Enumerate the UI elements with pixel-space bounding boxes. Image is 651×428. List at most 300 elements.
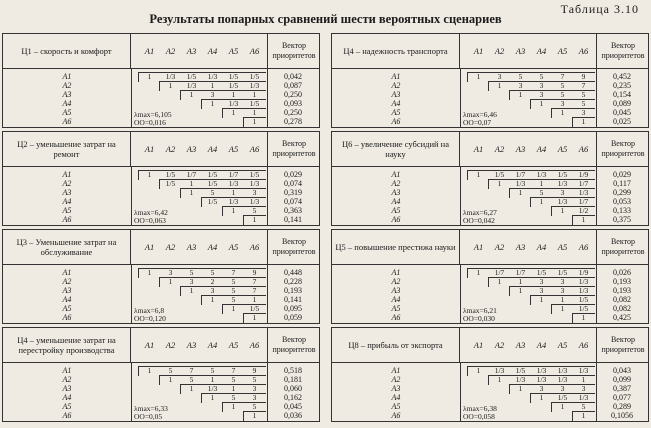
matrix-cell: 1/3 bbox=[536, 375, 547, 384]
row-label: A5 bbox=[62, 304, 72, 313]
matrix-cell: 3 bbox=[539, 90, 544, 99]
table-number: Таблица 3.10 bbox=[560, 2, 639, 16]
column-header: A3 bbox=[515, 242, 526, 252]
matrix-cell: 1/3 bbox=[249, 197, 260, 206]
matrix-cell: 5 bbox=[252, 206, 257, 215]
matrix-cell: 1/3 bbox=[578, 188, 589, 197]
matrix-cell: 1/7 bbox=[578, 179, 589, 188]
matrix-cell: 1/5 bbox=[228, 81, 239, 90]
matrix-cell: 3 bbox=[560, 99, 565, 108]
vector-header: Вектор приоритетов bbox=[267, 328, 320, 362]
matrix-cell: 7 bbox=[189, 366, 194, 375]
row-label: A5 bbox=[62, 206, 72, 215]
row-label: A3 bbox=[391, 286, 401, 295]
divider bbox=[460, 264, 461, 323]
matrix-cell: 3 bbox=[560, 277, 565, 286]
criterion-label: Ц4 – надежность транспорта bbox=[332, 34, 460, 68]
matrix-cell: 1/9 bbox=[578, 170, 589, 179]
block-header bbox=[332, 328, 648, 363]
priority-value: 0,045 bbox=[284, 402, 302, 411]
column-header: A3 bbox=[186, 340, 197, 350]
lambda-max: λmax=6,27 bbox=[463, 208, 497, 217]
criterion-label: Ц3 – Уменьшение затрат на обслуживание bbox=[3, 230, 131, 264]
matrix-cell: 1 bbox=[518, 90, 523, 99]
matrix-cell: 1 bbox=[252, 117, 257, 126]
matrix-cell: 1 bbox=[210, 295, 215, 304]
matrix-cell: 5 bbox=[539, 188, 544, 197]
matrix-cell: 3 bbox=[252, 393, 257, 402]
matrix-cell: 3 bbox=[539, 286, 544, 295]
matrix-cell: 7 bbox=[231, 366, 236, 375]
comparison-block bbox=[2, 229, 320, 324]
matrix-cell: 5 bbox=[539, 72, 544, 81]
matrix-cell: 1/3 bbox=[228, 197, 239, 206]
priority-value: 0,363 bbox=[284, 206, 302, 215]
lambda-max: λmax=6,33 bbox=[134, 404, 168, 413]
row-label: A6 bbox=[391, 313, 401, 322]
row-label: A2 bbox=[62, 179, 72, 188]
matrix-cell: 5 bbox=[518, 72, 523, 81]
matrix-cell: 1 bbox=[252, 108, 257, 117]
matrix-cell: 1/3 bbox=[165, 72, 176, 81]
column-header: A6 bbox=[249, 46, 260, 56]
comparison-block bbox=[331, 327, 649, 422]
row-label: A3 bbox=[62, 286, 72, 295]
matrix-cell: 1/5 bbox=[249, 72, 260, 81]
matrix-cell: 1 bbox=[518, 277, 523, 286]
row-label: A6 bbox=[62, 215, 72, 224]
matrix-cell: 5 bbox=[168, 366, 173, 375]
column-header: A4 bbox=[536, 340, 547, 350]
matrix-cell: 1 bbox=[210, 99, 215, 108]
column-header: A6 bbox=[578, 242, 589, 252]
column-header: A4 bbox=[536, 46, 547, 56]
matrix-cell: 3 bbox=[560, 384, 565, 393]
matrix-cell: 1 bbox=[518, 286, 523, 295]
column-header: A1 bbox=[144, 242, 155, 252]
matrix-cell: 1 bbox=[189, 384, 194, 393]
column-header: A1 bbox=[473, 340, 484, 350]
matrix-cell: 5 bbox=[210, 188, 215, 197]
priority-value: 0,045 bbox=[613, 108, 631, 117]
matrix-cell: 1/3 bbox=[557, 375, 568, 384]
row-label: A5 bbox=[62, 402, 72, 411]
row-label: A1 bbox=[62, 170, 72, 179]
row-label: A1 bbox=[391, 72, 401, 81]
matrix-cell: 1/5 bbox=[557, 393, 568, 402]
column-header: A4 bbox=[207, 46, 218, 56]
matrix-cell: 5 bbox=[231, 277, 236, 286]
priority-value: 0,095 bbox=[284, 304, 302, 313]
priority-value: 0,141 bbox=[284, 215, 302, 224]
matrix-cell: 1 bbox=[231, 304, 236, 313]
column-header: A1 bbox=[473, 46, 484, 56]
matrix-cell: 1/3 bbox=[578, 366, 589, 375]
matrix-cell: 1 bbox=[476, 366, 481, 375]
matrix-cell: 1/3 bbox=[578, 393, 589, 402]
matrix-cell: 1 bbox=[560, 402, 565, 411]
column-header: A2 bbox=[165, 46, 176, 56]
consistency-ratio: ОО=0,063 bbox=[134, 216, 166, 225]
row-label: A2 bbox=[62, 375, 72, 384]
matrix-cell: 1 bbox=[189, 179, 194, 188]
priority-value: 0,053 bbox=[613, 197, 631, 206]
matrix-cell: 1/3 bbox=[228, 179, 239, 188]
matrix-cell: 1 bbox=[189, 90, 194, 99]
matrix-cell: 1/3 bbox=[515, 375, 526, 384]
priority-value: 0,278 bbox=[284, 117, 302, 126]
column-header: A5 bbox=[228, 242, 239, 252]
lambda-max: λmax=6,21 bbox=[463, 306, 497, 315]
comparison-block bbox=[331, 33, 649, 128]
priority-value: 0,319 bbox=[284, 188, 302, 197]
matrix-cell: 3 bbox=[168, 268, 173, 277]
matrix-cell: 1 bbox=[581, 375, 586, 384]
column-header: A2 bbox=[494, 144, 505, 154]
criterion-label: Ц2 – уменьшение затрат на ремонт bbox=[3, 132, 131, 166]
priority-value: 0,093 bbox=[284, 99, 302, 108]
priority-value: 0,518 bbox=[284, 366, 302, 375]
matrix-cell: 3 bbox=[252, 188, 257, 197]
matrix-cell: 1 bbox=[476, 268, 481, 277]
matrix-cell: 3 bbox=[210, 286, 215, 295]
divider bbox=[131, 68, 132, 127]
matrix-cell: 7 bbox=[252, 277, 257, 286]
priority-value: 0,375 bbox=[613, 215, 631, 224]
matrix-cell: 5 bbox=[581, 99, 586, 108]
matrix-cell: 1 bbox=[168, 81, 173, 90]
row-label: A5 bbox=[391, 108, 401, 117]
matrix-cell: 3 bbox=[518, 81, 523, 90]
matrix-cell: 1 bbox=[476, 170, 481, 179]
comparison-block bbox=[331, 229, 649, 324]
priority-value: 0,162 bbox=[284, 393, 302, 402]
matrix-cell: 1 bbox=[518, 188, 523, 197]
matrix-cell: 1/3 bbox=[536, 170, 547, 179]
divider bbox=[460, 68, 461, 127]
matrix-cell: 1/5 bbox=[207, 179, 218, 188]
row-label: A1 bbox=[62, 268, 72, 277]
column-header: A6 bbox=[578, 144, 589, 154]
matrix-cell: 1 bbox=[539, 393, 544, 402]
criterion-label: Ц8 – прибыль от экспорта bbox=[332, 328, 460, 362]
matrix-cell: 1/3 bbox=[249, 179, 260, 188]
consistency-ratio: ОО=0,058 bbox=[463, 412, 495, 421]
matrix-cell: 1/3 bbox=[578, 286, 589, 295]
matrix-cell: 1/5 bbox=[207, 170, 218, 179]
matrix-cell: 1 bbox=[539, 99, 544, 108]
priority-value: 0,250 bbox=[284, 108, 302, 117]
block-header bbox=[3, 328, 319, 363]
matrix-cell: 1/5 bbox=[557, 170, 568, 179]
priority-value: 0,043 bbox=[613, 366, 631, 375]
matrix-cell: 1 bbox=[497, 375, 502, 384]
priority-value: 0,082 bbox=[613, 304, 631, 313]
matrix-cell: 3 bbox=[581, 108, 586, 117]
row-label: A6 bbox=[62, 313, 72, 322]
matrix-cell: 5 bbox=[189, 268, 194, 277]
priority-value: 0,181 bbox=[284, 375, 302, 384]
matrix-cell: 1/3 bbox=[557, 366, 568, 375]
matrix-cell: 3 bbox=[560, 188, 565, 197]
column-header: A4 bbox=[536, 242, 547, 252]
row-label: A6 bbox=[391, 117, 401, 126]
comparison-block bbox=[331, 131, 649, 226]
vector-header: Вектор приоритетов bbox=[596, 328, 649, 362]
matrix-cell: 1/3 bbox=[186, 81, 197, 90]
vector-header: Вектор приоритетов bbox=[596, 34, 649, 68]
matrix-cell: 1 bbox=[231, 90, 236, 99]
block-header bbox=[332, 230, 648, 265]
priority-value: 0,193 bbox=[613, 286, 631, 295]
column-header: A2 bbox=[494, 340, 505, 350]
matrix-cell: 5 bbox=[231, 393, 236, 402]
priority-value: 0,087 bbox=[284, 81, 302, 90]
block-header bbox=[3, 34, 319, 69]
row-label: A6 bbox=[62, 411, 72, 420]
criterion-label: Ц4 – уменьшение затрат на перестройку производства bbox=[3, 328, 131, 362]
matrix-cell: 1 bbox=[497, 81, 502, 90]
matrix-cell: 1/5 bbox=[494, 170, 505, 179]
priority-value: 0,059 bbox=[284, 313, 302, 322]
priority-value: 0,193 bbox=[613, 277, 631, 286]
column-header: A5 bbox=[557, 46, 568, 56]
row-label: A2 bbox=[391, 81, 401, 90]
lambda-max: λmax=6,105 bbox=[134, 110, 172, 119]
consistency-ratio: ОО=0,030 bbox=[463, 314, 495, 323]
matrix-cell: 1/5 bbox=[557, 268, 568, 277]
matrix-cell: 3 bbox=[539, 81, 544, 90]
matrix-cell: 1 bbox=[168, 375, 173, 384]
matrix-cell: 1 bbox=[231, 402, 236, 411]
matrix-cell: 1/5 bbox=[207, 197, 218, 206]
criterion-label: Ц1 – скорость и комфорт bbox=[3, 34, 131, 68]
matrix-cell: 1 bbox=[231, 206, 236, 215]
matrix-cell: 1 bbox=[518, 384, 523, 393]
matrix-cell: 1 bbox=[539, 197, 544, 206]
row-label: A3 bbox=[391, 188, 401, 197]
column-header: A1 bbox=[144, 46, 155, 56]
row-label: A4 bbox=[391, 295, 401, 304]
matrix-cell: 7 bbox=[231, 268, 236, 277]
row-label: A4 bbox=[391, 393, 401, 402]
matrix-cell: 1 bbox=[147, 72, 152, 81]
divider bbox=[131, 362, 132, 421]
priority-value: 0,077 bbox=[613, 393, 631, 402]
column-header: A3 bbox=[186, 242, 197, 252]
priority-value: 0,099 bbox=[613, 375, 631, 384]
priority-value: 0,074 bbox=[284, 179, 302, 188]
matrix-cell: 1/5 bbox=[165, 170, 176, 179]
priority-value: 0,042 bbox=[284, 72, 302, 81]
priority-value: 0,1056 bbox=[611, 411, 633, 420]
matrix-cell: 1/3 bbox=[536, 366, 547, 375]
matrix-cell: 5 bbox=[252, 375, 257, 384]
row-label: A4 bbox=[62, 197, 72, 206]
vector-header: Вектор приоритетов bbox=[267, 132, 320, 166]
matrix-cell: 3 bbox=[539, 277, 544, 286]
vector-header: Вектор приоритетов bbox=[596, 132, 649, 166]
matrix-cell: 1/5 bbox=[249, 99, 260, 108]
matrix-cell: 1/3 bbox=[207, 384, 218, 393]
matrix-cell: 1/5 bbox=[165, 179, 176, 188]
priority-value: 0,289 bbox=[613, 402, 631, 411]
priority-value: 0,452 bbox=[613, 72, 631, 81]
comparison-block bbox=[2, 131, 320, 226]
row-label: A4 bbox=[62, 393, 72, 402]
column-header: A5 bbox=[557, 242, 568, 252]
matrix-cell: 1 bbox=[560, 304, 565, 313]
column-header: A3 bbox=[515, 340, 526, 350]
matrix-cell: 1/7 bbox=[515, 268, 526, 277]
matrix-cell: 9 bbox=[252, 366, 257, 375]
block-header bbox=[3, 230, 319, 265]
column-header: A2 bbox=[494, 242, 505, 252]
matrix-cell: 1 bbox=[560, 108, 565, 117]
row-label: A2 bbox=[391, 179, 401, 188]
row-label: A2 bbox=[62, 81, 72, 90]
matrix-cell: 1 bbox=[231, 188, 236, 197]
matrix-cell: 1/5 bbox=[578, 295, 589, 304]
row-label: A6 bbox=[391, 411, 401, 420]
matrix-cell: 1/7 bbox=[186, 170, 197, 179]
priority-value: 0,235 bbox=[613, 81, 631, 90]
column-header: A2 bbox=[165, 144, 176, 154]
matrix-cell: 5 bbox=[210, 366, 215, 375]
priority-value: 0,036 bbox=[284, 411, 302, 420]
priority-value: 0,228 bbox=[284, 277, 302, 286]
matrix-cell: 5 bbox=[581, 90, 586, 99]
priority-value: 0,299 bbox=[613, 188, 631, 197]
matrix-cell: 1/7 bbox=[494, 268, 505, 277]
column-header: A2 bbox=[165, 242, 176, 252]
column-header: A1 bbox=[144, 340, 155, 350]
priority-value: 0,025 bbox=[613, 117, 631, 126]
matrix-cell: 5 bbox=[231, 286, 236, 295]
criterion-label: Ц6 – увеличение субсидий на науку bbox=[332, 132, 460, 166]
matrix-cell: 1 bbox=[210, 81, 215, 90]
matrix-cell: 1 bbox=[252, 313, 257, 322]
row-label: A2 bbox=[391, 277, 401, 286]
block-header bbox=[332, 132, 648, 167]
divider bbox=[460, 166, 461, 225]
matrix-cell: 1/3 bbox=[207, 72, 218, 81]
row-label: A1 bbox=[391, 366, 401, 375]
row-label: A4 bbox=[62, 99, 72, 108]
priority-value: 0,026 bbox=[613, 268, 631, 277]
row-label: A1 bbox=[62, 72, 72, 81]
matrix-cell: 1/3 bbox=[557, 197, 568, 206]
column-header: A5 bbox=[557, 340, 568, 350]
matrix-cell: 5 bbox=[560, 81, 565, 90]
consistency-ratio: ОО=0,042 bbox=[463, 216, 495, 225]
matrix-cell: 1/5 bbox=[249, 304, 260, 313]
column-header: A6 bbox=[249, 242, 260, 252]
row-label: A2 bbox=[62, 277, 72, 286]
matrix-cell: 5 bbox=[189, 375, 194, 384]
column-header: A2 bbox=[494, 46, 505, 56]
matrix-cell: 1 bbox=[231, 108, 236, 117]
row-label: A4 bbox=[391, 197, 401, 206]
matrix-cell: 1 bbox=[252, 295, 257, 304]
matrix-cell: 1/3 bbox=[228, 99, 239, 108]
row-label: A5 bbox=[62, 108, 72, 117]
column-header: A5 bbox=[228, 340, 239, 350]
vector-header: Вектор приоритетов bbox=[267, 34, 320, 68]
row-label: A1 bbox=[391, 170, 401, 179]
priority-value: 0,089 bbox=[613, 99, 631, 108]
matrix-cell: 1/2 bbox=[578, 206, 589, 215]
divider bbox=[460, 362, 461, 421]
lambda-max: λmax=6,46 bbox=[463, 110, 497, 119]
matrix-cell: 1 bbox=[147, 366, 152, 375]
row-label: A6 bbox=[62, 117, 72, 126]
column-header: A3 bbox=[515, 46, 526, 56]
matrix-cell: 1 bbox=[581, 411, 586, 420]
row-label: A1 bbox=[391, 268, 401, 277]
matrix-cell: 3 bbox=[539, 384, 544, 393]
consistency-ratio: ОО=0,07 bbox=[463, 118, 492, 127]
row-label: A5 bbox=[391, 206, 401, 215]
matrix-cell: 1/9 bbox=[578, 268, 589, 277]
priority-value: 0,060 bbox=[284, 384, 302, 393]
matrix-cell: 1 bbox=[539, 179, 544, 188]
matrix-cell: 7 bbox=[581, 81, 586, 90]
priority-value: 0,074 bbox=[284, 197, 302, 206]
column-header: A4 bbox=[207, 144, 218, 154]
row-label: A5 bbox=[391, 304, 401, 313]
matrix-cell: 1 bbox=[210, 375, 215, 384]
column-header: A3 bbox=[186, 46, 197, 56]
matrix-cell: 1 bbox=[252, 90, 257, 99]
priority-value: 0,141 bbox=[284, 295, 302, 304]
row-label: A4 bbox=[62, 295, 72, 304]
matrix-cell: 1 bbox=[147, 268, 152, 277]
row-label: A4 bbox=[391, 99, 401, 108]
column-header: A6 bbox=[578, 340, 589, 350]
matrix-cell: 1 bbox=[560, 206, 565, 215]
matrix-cell: 1 bbox=[497, 277, 502, 286]
divider bbox=[131, 264, 132, 323]
priority-value: 0,193 bbox=[284, 286, 302, 295]
column-header: A6 bbox=[249, 340, 260, 350]
lambda-max: λmax=6,8 bbox=[134, 306, 165, 315]
column-header: A4 bbox=[536, 144, 547, 154]
matrix-cell: 1 bbox=[252, 411, 257, 420]
block-header bbox=[332, 34, 648, 69]
row-label: A5 bbox=[391, 402, 401, 411]
matrix-cell: 7 bbox=[252, 286, 257, 295]
matrix-cell: 5 bbox=[231, 295, 236, 304]
priority-value: 0,250 bbox=[284, 90, 302, 99]
matrix-cell: 3 bbox=[189, 277, 194, 286]
matrix-cell: 1 bbox=[497, 179, 502, 188]
matrix-cell: 3 bbox=[581, 384, 586, 393]
column-header: A3 bbox=[515, 144, 526, 154]
matrix-cell: 1/5 bbox=[578, 304, 589, 313]
matrix-cell: 1/7 bbox=[228, 170, 239, 179]
matrix-cell: 1 bbox=[147, 170, 152, 179]
column-header: A5 bbox=[228, 46, 239, 56]
column-header: A3 bbox=[186, 144, 197, 154]
priority-value: 0,133 bbox=[613, 206, 631, 215]
table-title: Результаты попарных сравнений шести вероятных сценариев bbox=[149, 12, 502, 26]
row-label: A3 bbox=[62, 90, 72, 99]
column-header: A5 bbox=[228, 144, 239, 154]
matrix-cell: 1 bbox=[581, 117, 586, 126]
priority-value: 0,117 bbox=[613, 179, 631, 188]
matrix-cell: 5 bbox=[560, 90, 565, 99]
